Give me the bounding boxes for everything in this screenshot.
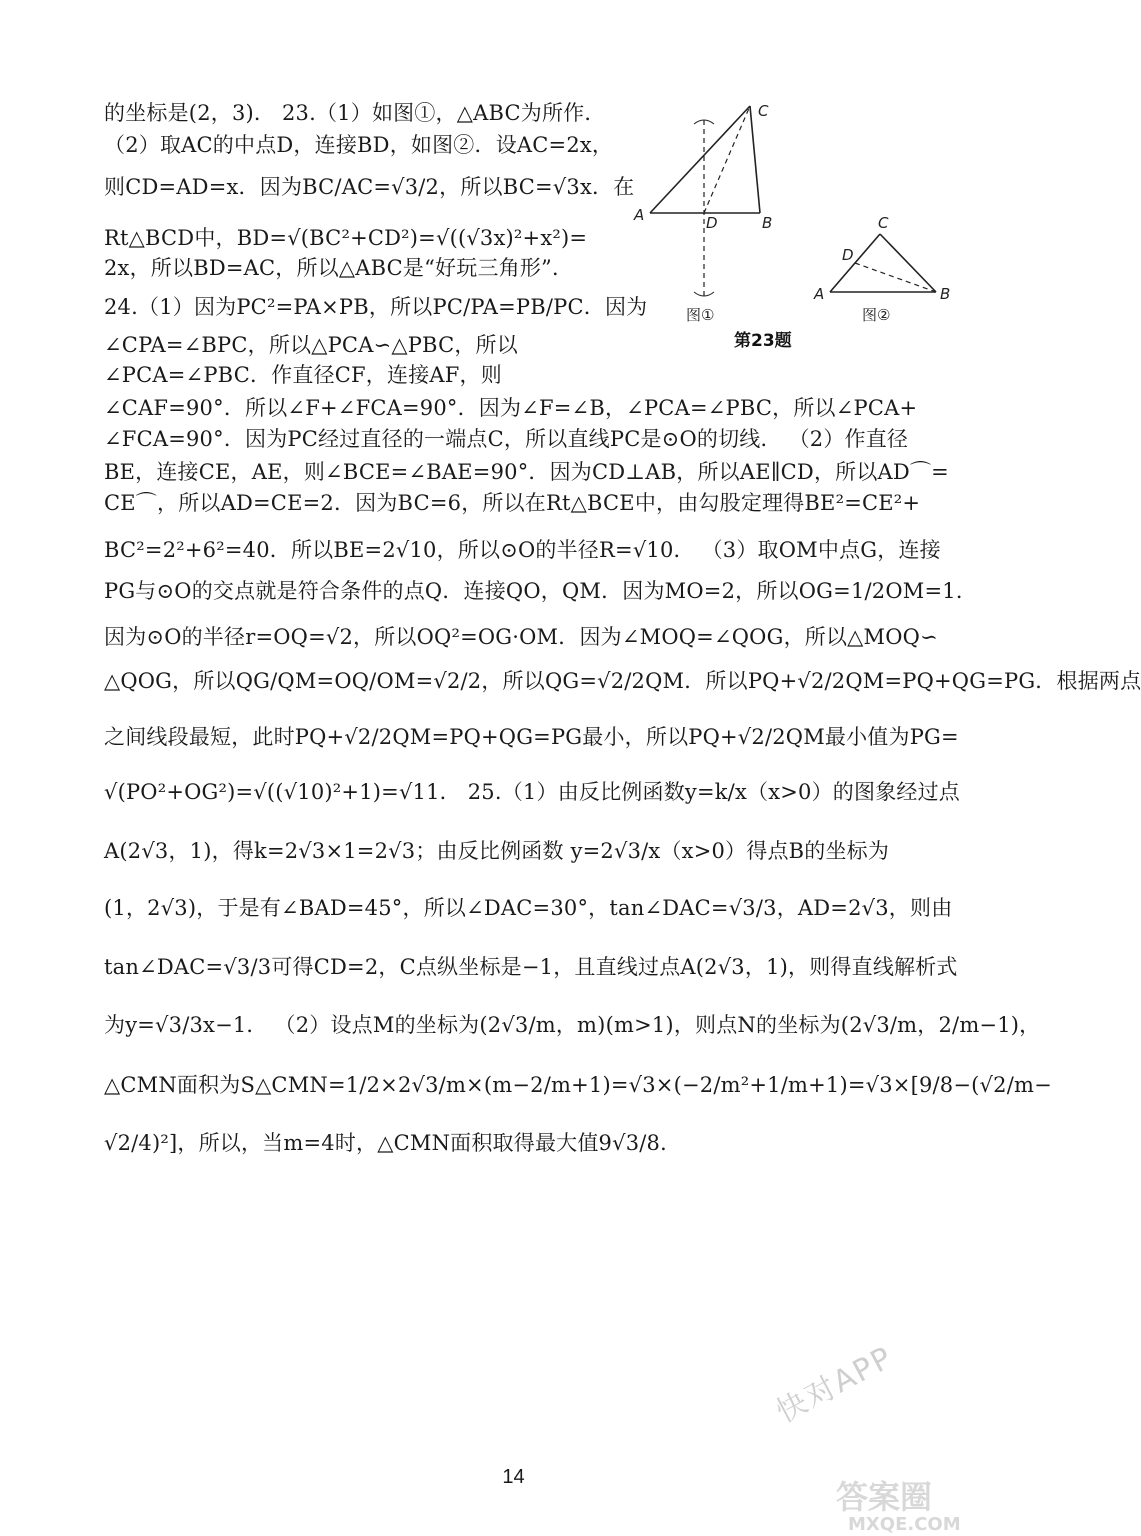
watermark-logo-sub: MXQE.COM xyxy=(848,1514,961,1535)
text-line: 24.（1）因为PC²=PA×PB，所以PC/PA=PB/PC．因为 xyxy=(104,295,648,319)
text-line: 的坐标是(2，3)． 23.（1）如图①，△ABC为所作． xyxy=(104,101,606,125)
fig2-label-a: A xyxy=(814,285,825,303)
fig2-label-c: C xyxy=(878,214,889,232)
fig1-label-d: D xyxy=(706,214,718,232)
fig1-side-ac xyxy=(650,106,750,213)
page-number: 14 xyxy=(502,1466,525,1488)
triangle-diagrams xyxy=(630,98,960,368)
watermark-text: 快对APP xyxy=(770,1339,900,1431)
watermark-logo xyxy=(828,1474,1018,1534)
fig1-label-a: A xyxy=(634,206,645,224)
text-line: △CMN面积为S△CMN=1/2×2√3/m×(m−2/m+1)=√3×(−2/m²+1/m+1)=√3×[9/8−(√2/m− xyxy=(104,1073,1052,1097)
text-line: （2）取AC的中点D，连接BD，如图②．设AC=2x， xyxy=(104,133,614,157)
problem-23-figure xyxy=(630,98,960,368)
fig2-label-d: D xyxy=(842,246,854,264)
text-line: 因为⊙O的半径r=OQ=√2，所以OQ²=OG·OM．因为∠MOQ=∠QOG，所以△MOQ∽ xyxy=(104,625,938,649)
text-line: BC²=2²+6²=40．所以BE=2√10，所以⊙O的半径R=√10． （3）取OM中点G，连接 xyxy=(104,538,941,562)
text-line: PG与⊙O的交点就是符合条件的点Q．连接QO，QM．因为MO=2，所以OG=1/2OM=1． xyxy=(104,579,978,603)
watermark-logo-text: 答案圈 xyxy=(836,1478,933,1516)
text-line: Rt△BCD中，BD=√(BC²+CD²)=√((√3x)²+x²)= xyxy=(104,226,588,250)
fig1-caption: 图① xyxy=(686,306,715,324)
text-line: ∠PCA=∠PBC．作直径CF，连接AF，则 xyxy=(104,363,502,387)
text-line: tan∠DAC=√3/3可得CD=2，C点纵坐标是−1，且直线过点A(2√3，1)，则得直线解析式 xyxy=(104,955,958,979)
fig1-label-b: B xyxy=(762,214,773,232)
text-line: A(2√3，1)，得k=2√3×1=2√3；由反比例函数 y=2√3/x（x>0）得点B的坐标为 xyxy=(104,839,890,863)
text-line: △QOG，所以QG/QM=OQ/OM=√2/2，所以QG=√2/2QM．所以PQ+√2/2QM=PQ+QG=PG．根据两点 xyxy=(104,669,1141,693)
text-line: CE⌒，所以AD=CE=2．因为BC=6，所以在Rt△BCE中，由勾股定理得BE²=CE²+ xyxy=(104,491,921,515)
fig1-side-bc xyxy=(750,106,760,213)
text-line: 2x，所以BD=AC，所以△ABC是“好玩三角形”． xyxy=(104,256,574,280)
text-line: √2/4)²]，所以，当m=4时，△CMN面积取得最大值9√3/8． xyxy=(104,1131,682,1155)
fig1-label-c: C xyxy=(758,102,769,120)
figure-title: 第23题 xyxy=(734,331,792,351)
text-line: BE，连接CE，AE，则∠BCE=∠BAE=90°．因为CD⊥AB，所以AE∥CD，所以AD⌒= xyxy=(104,460,949,484)
text-line: ∠FCA=90°．因为PC经过直径的一端点C，所以直线PC是⊙O的切线． （2）作直径 xyxy=(104,427,909,451)
text-line: (1，2√3)，于是有∠BAD=45°，所以∠DAC=30°，tan∠DAC=√3/3，AD=2√3，则由 xyxy=(104,896,953,920)
fig2-side-bc xyxy=(880,234,936,292)
text-line: ∠CAF=90°．所以∠F+∠FCA=90°．因为∠F=∠B，∠PCA=∠PBC，所以∠PCA+ xyxy=(104,396,918,420)
text-line: 之间线段最短，此时PQ+√2/2QM=PQ+QG=PG最小，所以PQ+√2/2QM最小值为PG= xyxy=(104,725,959,749)
text-line: 为y=√3/3x−1． （2）设点M的坐标为(2√3/m，m)(m>1)，则点N的坐标为(2√3/m，2/m−1)， xyxy=(104,1013,1041,1037)
fig2-caption: 图② xyxy=(862,306,891,324)
text-line: 则CD=AD=x．因为BC/AC=√3/2，所以BC=√3x．在 xyxy=(104,175,635,199)
fig2-segment-bd xyxy=(855,263,936,292)
text-line: ∠CPA=∠BPC，所以△PCA∽△PBC，所以 xyxy=(104,333,518,357)
text-line: √(PO²+OG²)=√((√10)²+1)=√11． 25.（1）由反比例函数y=k/x（x>0）的图象经过点 xyxy=(104,780,960,804)
fig2-label-b: B xyxy=(940,285,951,303)
